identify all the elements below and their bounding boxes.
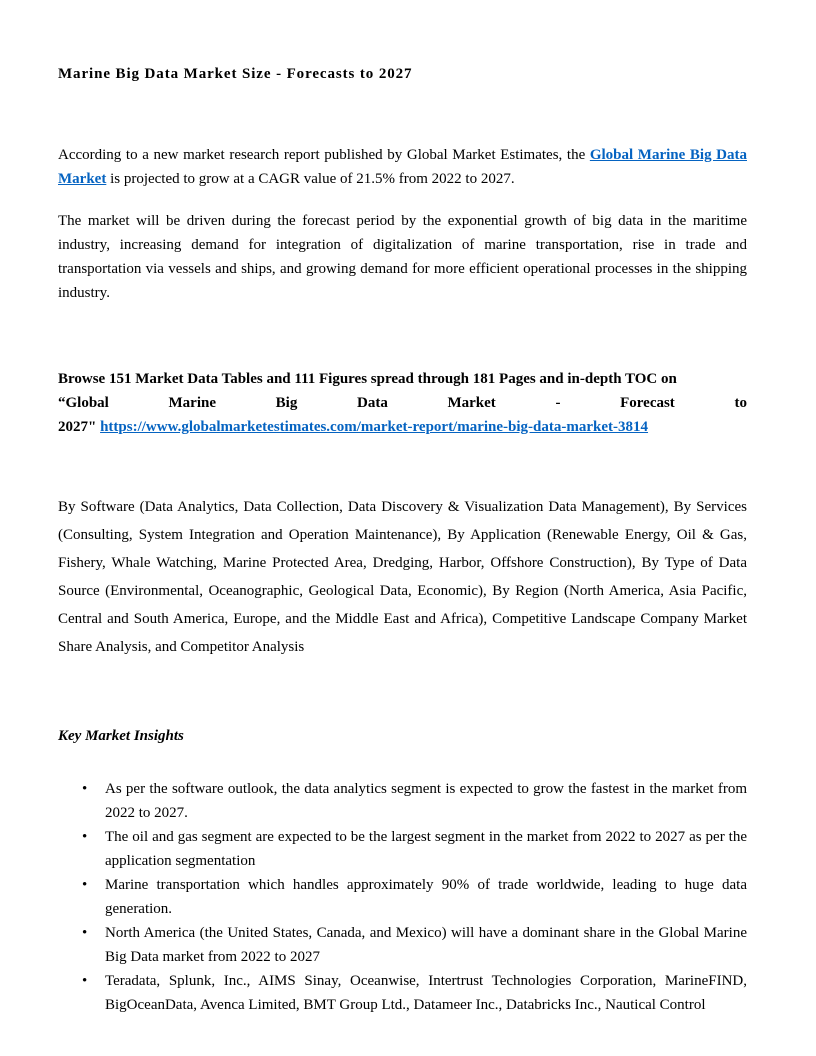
bullet-icon: •: [82, 781, 88, 797]
insight-text: As per the software outlook, the data analytics segment is expected to grow the fastest in the market from 2022 to 2027.: [105, 781, 747, 821]
list-item: [58, 777, 747, 825]
browse-word: Market: [447, 395, 496, 411]
browse-paragraph: [58, 367, 747, 439]
bullet-icon: •: [82, 925, 88, 941]
browse-word: -: [555, 395, 561, 411]
report-url-link[interactable]: https://www.globalmarketestimates.com/market-report/marine-big-data-market-3814: [100, 419, 649, 435]
segmentation-paragraph: By Software (Data Analytics, Data Collection, Data Discovery & Visualization Data Management), By Services (Consulting, System Integration and Operation Maintenance), By Application (Renewable Energy, Oil & Gas, Fishery, Whale Watching, Marine Protected Area, Dredging, Harbor, Offshore Construction), By Type of Data Source (Environmental, Oceanographic, Geological Data, Economic), By Region (North America, Asia Pacific, Central and South America, Europe, and the Middle East and Africa), Competitive Landscape Company Market Share Analysis, and Competitor Analysis: [58, 499, 747, 655]
bullet-icon: •: [82, 877, 88, 893]
intro-text-after-link: is projected to grow at a CAGR value of 21.5% from 2022 to 2027.: [106, 171, 515, 187]
key-market-insights-heading: Key Market Insights: [58, 728, 184, 744]
browse-word: “Global: [58, 395, 109, 411]
list-item: [58, 825, 747, 873]
browse-word: Marine: [168, 395, 216, 411]
browse-line-3-prefix: 2027": [58, 419, 101, 435]
bullet-icon: •: [82, 973, 88, 989]
browse-line-2: [58, 391, 747, 415]
insight-text: North America (the United States, Canada, and Mexico) will have a dominant share in the Global Marine Big Data market from 2022 to 2027: [105, 925, 747, 965]
browse-word: Forecast: [620, 395, 675, 411]
browse-word: Data: [357, 395, 388, 411]
list-item: [58, 921, 747, 969]
bullet-icon: •: [82, 829, 88, 845]
browse-word: Big: [275, 395, 298, 411]
insights-list: [58, 777, 747, 1017]
intro-text-before-link: According to a new market research report published by Global Market Estimates, the: [58, 147, 590, 163]
page-title: Marine Big Data Market Size - Forecasts to 2027: [58, 66, 413, 82]
intro-paragraph: [58, 143, 747, 191]
list-item: [58, 873, 747, 921]
browse-line-1: Browse 151 Market Data Tables and 111 Figures spread through 181 Pages and in-depth TOC on: [58, 371, 677, 387]
global-marine-big-data-market-link[interactable]: Global Marine Big Data Market: [58, 147, 747, 187]
insight-text: The oil and gas segment are expected to be the largest segment in the market from 2022 to 2027 as per the application segmentation: [105, 829, 747, 869]
browse-line-3: [58, 415, 747, 439]
browse-word: to: [734, 395, 747, 411]
list-item: [58, 969, 747, 1017]
insight-text: Marine transportation which handles approximately 90% of trade worldwide, leading to huge data generation.: [105, 877, 747, 917]
insight-text: Teradata, Splunk, Inc., AIMS Sinay, Oceanwise, Intertrust Technologies Corporation, MarineFIND, BigOceanData, Avenca Limited, BMT Group Ltd., Datameer Inc., Databricks Inc., Nautical Control: [105, 973, 747, 1013]
drivers-paragraph: The market will be driven during the forecast period by the exponential growth of big data in the maritime industry, increasing demand for integration of digitalization of marine transportation, rise in trade and transportation via vessels and ships, and growing demand for more efficient operational processes in the shipping industry.: [58, 213, 747, 301]
